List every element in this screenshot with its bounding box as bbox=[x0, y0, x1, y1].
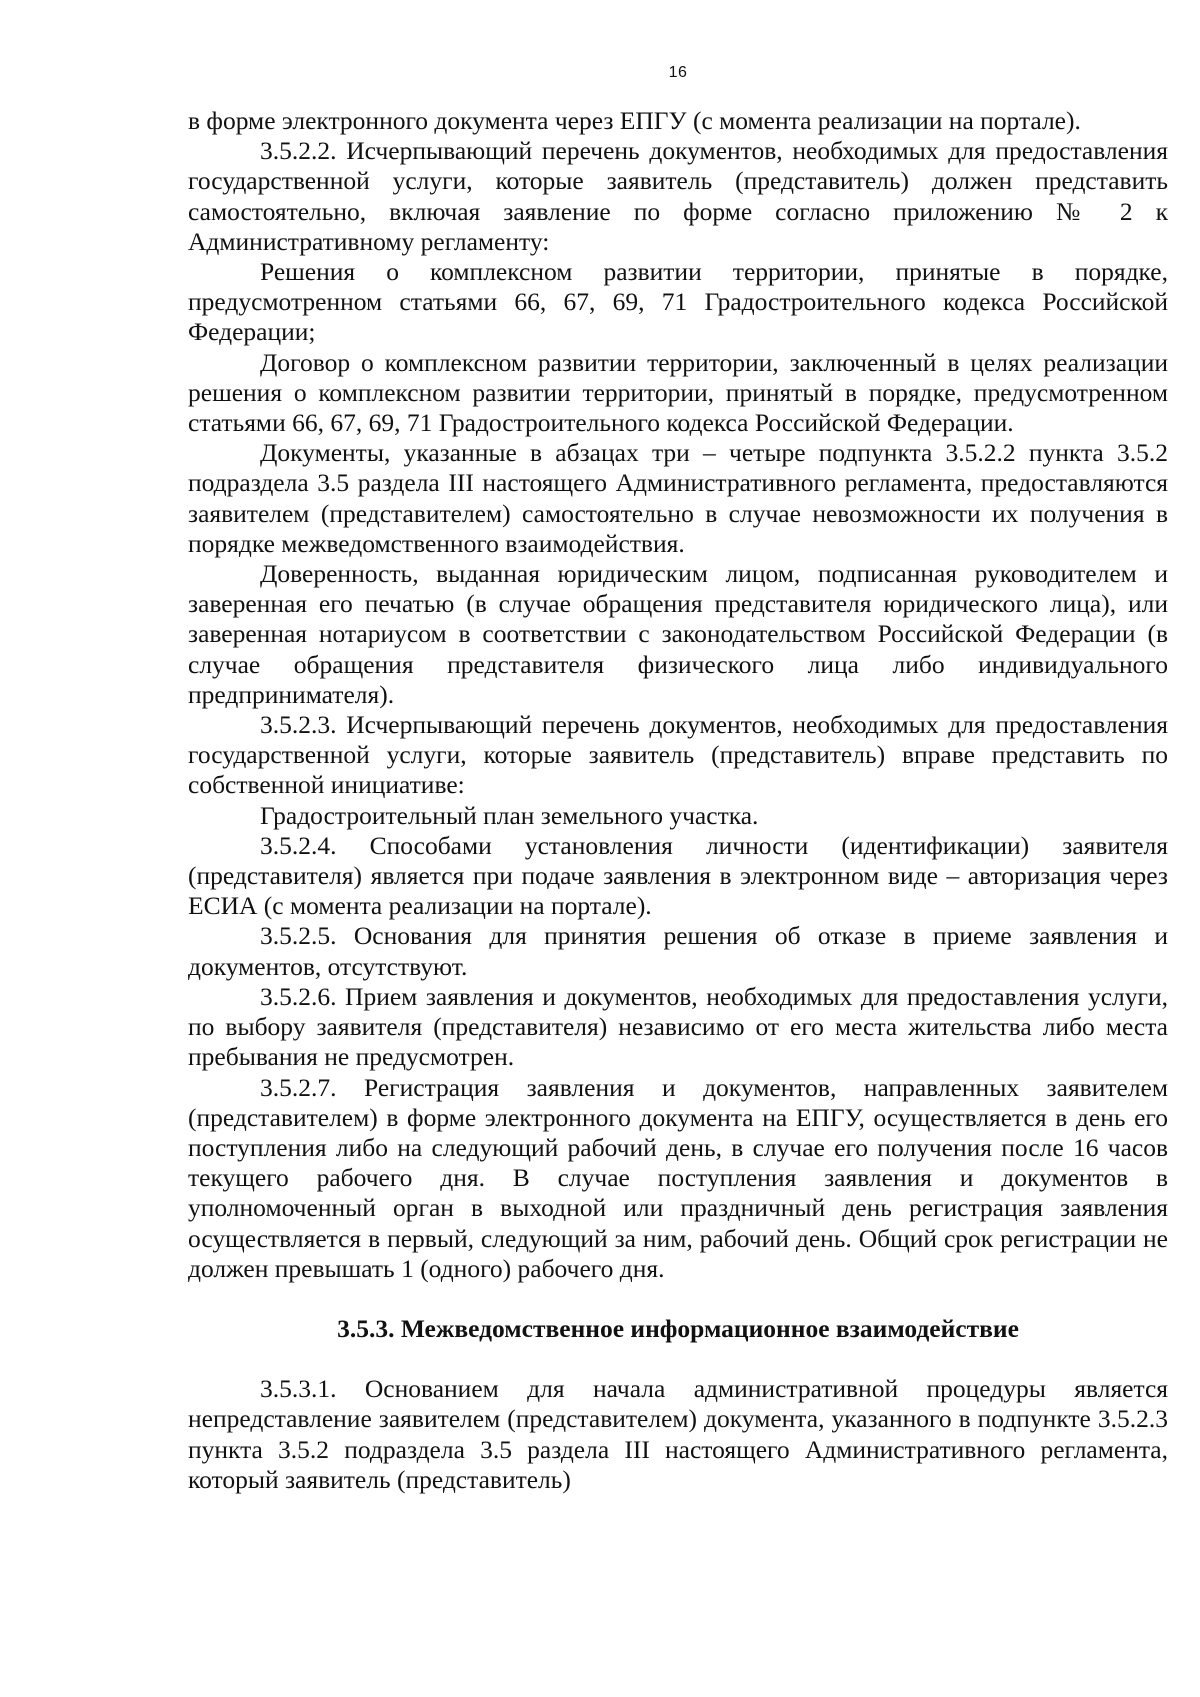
paragraph-3-5-2-3: 3.5.2.3. Исчерпывающий перечень документов, необходимых для предоставления государственной услуги, которые заявитель (представитель) вправе представить по собственной инициативе: bbox=[188, 710, 1168, 800]
paragraph-3-5-2-5: 3.5.2.5. Основания для принятия решения об отказе в приеме заявления и документов, отсутствуют. bbox=[188, 921, 1168, 981]
page-number: 16 bbox=[668, 64, 688, 81]
paragraph-3-5-2-6: 3.5.2.6. Прием заявления и документов, необходимых для предоставления услуги, по выбору заявителя (представителя) независимо от его места жительства либо места пребывания не предусмотрен. bbox=[188, 981, 1168, 1072]
paragraph-3-5-3-1: 3.5.3.1. Основанием для начала административной процедуры является непредставление заявителем (представителем) документа, указанного в подпункте 3.5.2.3 пункта 3.5.2 подраздела 3.5 раздела III настоящего Административного регламента, который заявитель (представитель) bbox=[188, 1374, 1168, 1494]
paragraph-continuation: в форме электронного документа через ЕПГУ (с момента реализации на портале). bbox=[188, 106, 1081, 135]
paragraph-3-5-2-4: 3.5.2.4. Способами установления личности (идентификации) заявителя (представителя) является при подаче заявления в электронном виде – авторизация через ЕСИА (с момента реализации на портале). bbox=[188, 830, 1168, 921]
paragraph-kdt-decisions: Решения о комплексном развитии территории, принятые в порядке, предусмотренном статьями 66, 67, 69, 71 Градостроительного кодекса Российской Федерации; bbox=[188, 257, 1168, 347]
document-body bbox=[188, 106, 1168, 1495]
paragraph-power-of-attorney: Доверенность, выданная юридическим лицом, подписанная руководителем и заверенная его печатью (в случае обращения представителя юридического лица), или заверенная нотариусом в соответствии с законодательством Российской Федерации (в случае обращения представителя физического лица либо индивидуального предпринимателя). bbox=[188, 559, 1168, 709]
section-heading-3-5-3: 3.5.3. Межведомственное информационное взаимодействие bbox=[337, 1313, 1019, 1343]
paragraph-3-5-2-7: 3.5.2.7. Регистрация заявления и документов, направленных заявителем (представителем) в форме электронного документа на ЕПГУ, осуществляется в день его поступления либо на следующий рабочий день, в случае его получения после 16 часов текущего рабочего дня. В случае поступления заявления и документов в уполномоченный орган в выходной или праздничный день регистрация заявления осуществляется в первый, следующий за ним, рабочий день. Общий срок регистрации не должен превышать 1 (одного) рабочего дня. bbox=[188, 1072, 1168, 1283]
paragraph-3-5-2-2: 3.5.2.2. Исчерпывающий перечень документов, необходимых для предоставления государственной услуги, которые заявитель (представитель) должен представить самостоятельно, включая заявление по форме согласно приложению № 2 к Административному регламенту: bbox=[188, 136, 1168, 256]
paragraph-kdt-contract: Договор о комплексном развитии территории, заключенный в целях реализации решения о комплексном развитии территории, принятый в порядке, предусмотренном статьями 66, 67, 69, 71 Градостроительного кодекса Российской Федерации. bbox=[188, 347, 1168, 438]
paragraph-documents-note: Документы, указанные в абзацах три – четыре подпункта 3.5.2.2 пункта 3.5.2 подраздела 3.5 раздела III настоящего Административного регламента, предоставляются заявителем (представителем) самостоятельно в случае невозможности их получения в порядке межведомственного взаимодействия. bbox=[188, 438, 1168, 558]
paragraph-urban-plan: Градостроительный план земельного участка. bbox=[260, 800, 759, 830]
